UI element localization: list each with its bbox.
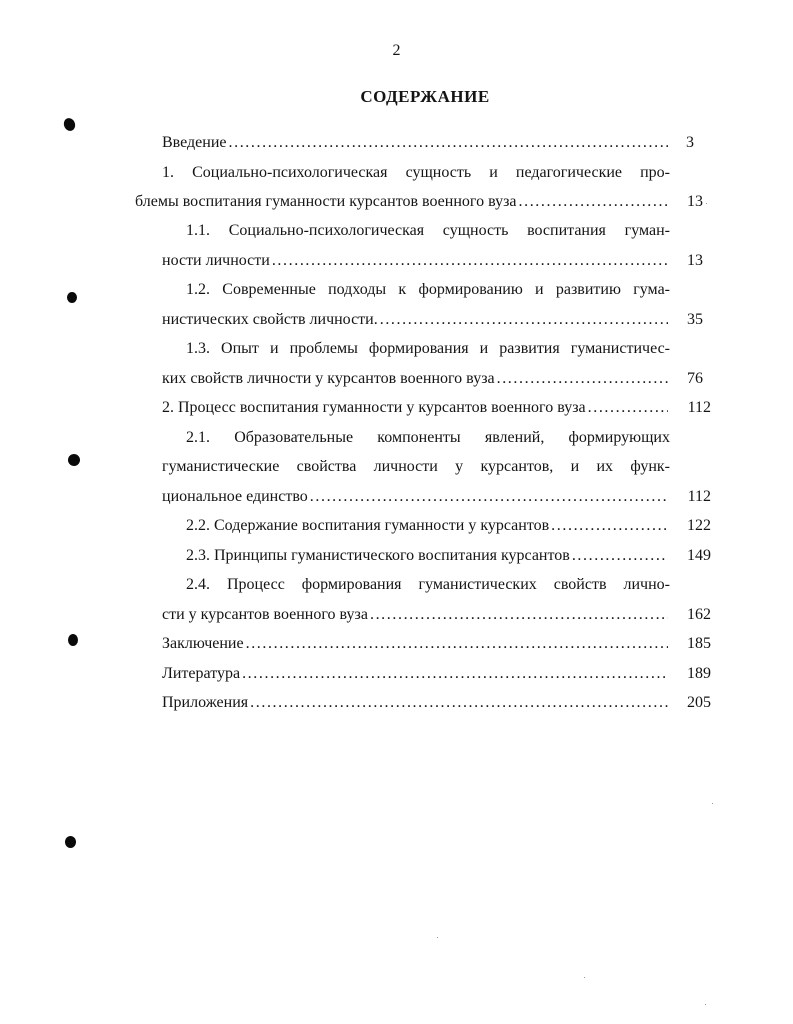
toc-entry-line[interactable]: [162, 164, 670, 182]
toc-entry-title: 2. Процесс воспитания гуманности у курсантов военного вуза: [162, 399, 586, 416]
toc-entry-line[interactable]: [162, 606, 670, 624]
toc-entry-line[interactable]: [186, 576, 670, 594]
page-number: 2: [392, 42, 401, 59]
toc-entry-title: Литература: [162, 665, 241, 682]
toc-entry-line[interactable]: [162, 399, 670, 417]
dot-leader: [572, 547, 668, 565]
scan-speck: [706, 203, 707, 204]
toc-page-number: 149: [687, 547, 711, 564]
toc-page-number: 162: [687, 606, 711, 623]
toc-entry-title: циональное единство: [162, 488, 308, 505]
dot-leader: [272, 252, 668, 270]
toc-page-number: 35: [687, 311, 703, 328]
toc-entry-line[interactable]: [162, 252, 670, 270]
toc-entry-title: гуманистические свойства личности у курсантов, и их функ-: [162, 458, 670, 475]
toc-page-number: 122: [687, 517, 711, 534]
toc-entry-line[interactable]: [186, 281, 670, 299]
dot-leader: [588, 399, 668, 417]
toc-entry-line[interactable]: [186, 340, 670, 358]
toc-entry-line[interactable]: [135, 193, 670, 211]
toc-page-number: 189: [687, 665, 711, 682]
dot-leader: [310, 488, 668, 506]
dot-leader: [242, 665, 668, 683]
page-title: СОДЕРЖАНИЕ: [360, 87, 490, 106]
toc-entry-title: 1.3. Опыт и проблемы формирования и развития гуманистичес-: [186, 340, 670, 357]
toc-entry-title: ких свойств личности у курсантов военного вуза: [162, 370, 495, 387]
dot-leader: [250, 694, 668, 712]
toc-entry-literature[interactable]: [162, 665, 670, 683]
binding-hole-mark: [65, 836, 76, 848]
scan-speck: [712, 803, 713, 804]
toc-entry-line[interactable]: [186, 222, 670, 240]
toc-entry-title: блемы воспитания гуманности курсантов военного вуза: [135, 193, 517, 210]
toc-entry-line[interactable]: [186, 547, 670, 565]
toc-page-number: 185: [687, 635, 711, 652]
toc-entry-line[interactable]: [162, 458, 670, 476]
scan-speck: [705, 1004, 706, 1005]
toc-entry-line[interactable]: [186, 517, 670, 535]
dot-leader: [380, 311, 668, 329]
toc-page-number: 3: [686, 134, 694, 151]
dot-leader: [246, 635, 668, 653]
toc-entry-title: Введение: [162, 134, 227, 151]
toc-entry-line[interactable]: [186, 429, 670, 447]
toc-page-number: 13: [687, 193, 703, 210]
scan-speck: [584, 977, 585, 978]
toc-entry-line[interactable]: [162, 370, 670, 388]
dot-leader: [497, 370, 668, 388]
toc-entry-title: сти у курсантов военного вуза: [162, 606, 368, 623]
toc-entry-title: 2.4. Процесс формирования гуманистических свойств лично-: [186, 576, 670, 593]
dot-leader: [519, 193, 669, 211]
toc-entry-title: 2.1. Образовательные компоненты явлений, формирующих: [186, 429, 670, 446]
toc-entry-title: 2.2. Содержание воспитания гуманности у курсантов: [186, 517, 550, 534]
toc-page-number: 112: [687, 488, 711, 505]
dot-leader: [370, 606, 668, 624]
toc-page-number: 76: [687, 370, 703, 387]
toc-page-number: 112: [687, 399, 711, 416]
toc-entry-line[interactable]: [162, 488, 670, 506]
binding-hole-mark: [68, 634, 78, 646]
toc-entry-title: нистических свойств личности.: [162, 311, 378, 328]
toc-entry-conclusion[interactable]: [162, 635, 670, 653]
toc-entry-title: 2.3. Принципы гуманистического воспитания курсантов: [186, 547, 570, 564]
dot-leader: [229, 134, 669, 152]
toc-page-number: 13: [687, 252, 703, 269]
toc-entry-title: 1.1. Социально-психологическая сущность воспитания гуман-: [186, 222, 670, 239]
toc-entry-title: Заключение: [162, 635, 244, 652]
scan-speck: [437, 937, 438, 938]
binding-hole-mark: [67, 292, 77, 303]
toc-entry-introduction[interactable]: [162, 134, 670, 152]
dot-leader: [551, 517, 668, 535]
toc-entry-title: 1. Социально-психологическая сущность и педагогические про-: [162, 164, 670, 181]
toc-entry-title: 1.2. Современные подходы к формированию и развитию гума-: [186, 281, 670, 298]
toc-entry-line[interactable]: [162, 311, 670, 329]
toc-entry-title: Приложения: [162, 694, 249, 711]
toc-entry-appendices[interactable]: [162, 694, 670, 712]
toc-entry-title: ности личности: [162, 252, 270, 269]
toc-page-number: 205: [687, 694, 711, 711]
